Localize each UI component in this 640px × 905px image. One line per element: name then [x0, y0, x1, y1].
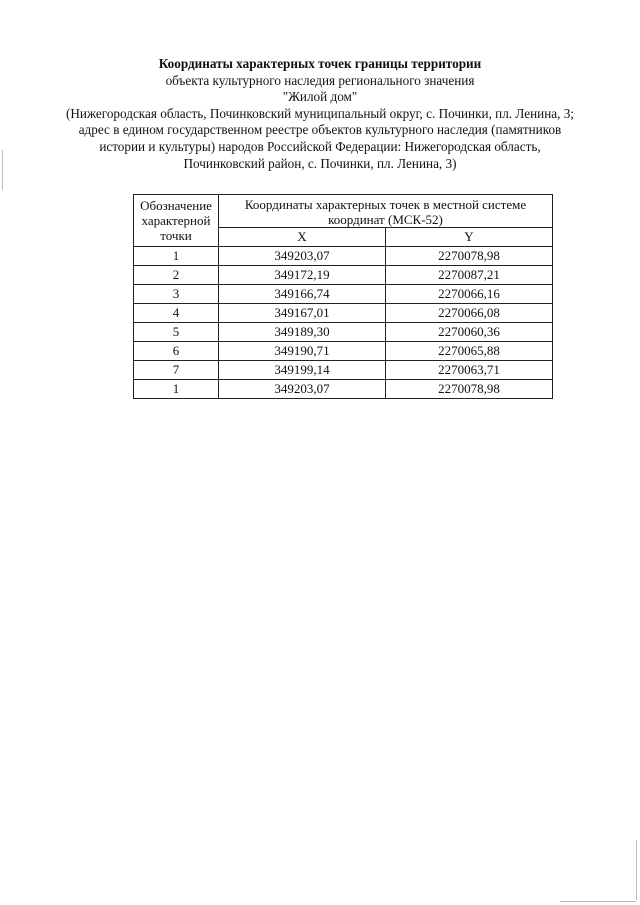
table-row: [134, 247, 553, 266]
scan-edge-mark: [560, 901, 636, 902]
y-coordinate: 2270078,98: [386, 247, 553, 266]
x-column-header: X: [219, 228, 386, 247]
y-coordinate: 2270066,16: [386, 285, 553, 304]
point-number: 7: [134, 361, 219, 380]
x-coordinate: 349190,71: [219, 342, 386, 361]
header-line-5: истории и культуры) народов Российской Федерации: Нижегородская область,: [99, 138, 541, 154]
group-header-line-2: координат (МСК-52): [328, 212, 443, 227]
designation-column-header: [134, 195, 219, 247]
y-coordinate: 2270066,08: [386, 304, 553, 323]
designation-header-line-1: Обозначение: [140, 198, 212, 213]
x-coordinate: 349172,19: [219, 266, 386, 285]
point-number: 1: [134, 380, 219, 399]
header-line-1: объекта культурного наследия регионального значения: [165, 72, 475, 88]
header-line-4: адрес в едином государственном реестре объектов культурного наследия (памятников: [78, 122, 562, 138]
header-line-3: (Нижегородская область, Починковский муниципальный округ, с. Починки, пл. Ленина, 3;: [66, 105, 574, 121]
y-coordinate: 2270063,71: [386, 361, 553, 380]
y-coordinate: 2270087,21: [386, 266, 553, 285]
header-line-2: "Жилой дом": [282, 89, 358, 105]
coordinates-group-header: [219, 195, 553, 228]
y-coordinate: 2270060,36: [386, 323, 553, 342]
scan-edge-mark: [636, 840, 637, 900]
header-line-6: Починковский район, с. Починки, пл. Ленина, 3): [183, 155, 457, 171]
designation-header-line-2: характерной: [141, 213, 211, 228]
x-coordinate: 349203,07: [219, 380, 386, 399]
point-number: 6: [134, 342, 219, 361]
point-number: 1: [134, 247, 219, 266]
table-row: [134, 266, 553, 285]
x-coordinate: 349199,14: [219, 361, 386, 380]
x-coordinate: 349166,74: [219, 285, 386, 304]
point-number: 3: [134, 285, 219, 304]
table-row: [134, 285, 553, 304]
x-coordinate: 349189,30: [219, 323, 386, 342]
table-row: [134, 380, 553, 399]
document-title: Координаты характерных точек границы территории: [158, 56, 482, 71]
table-row: [134, 342, 553, 361]
table-row: [134, 361, 553, 380]
coordinates-table: [133, 194, 553, 399]
document-header: [60, 56, 580, 172]
table-row: [134, 323, 553, 342]
point-number: 4: [134, 304, 219, 323]
y-coordinate: 2270065,88: [386, 342, 553, 361]
table-header-row: [134, 195, 553, 228]
point-number: 5: [134, 323, 219, 342]
designation-header-line-3: точки: [160, 228, 192, 243]
y-coordinate: 2270078,98: [386, 380, 553, 399]
scan-edge-mark: [2, 150, 3, 190]
x-coordinate: 349203,07: [219, 247, 386, 266]
x-coordinate: 349167,01: [219, 304, 386, 323]
point-number: 2: [134, 266, 219, 285]
y-column-header: Y: [386, 228, 553, 247]
table-row: [134, 304, 553, 323]
group-header-line-1: Координаты характерных точек в местной системе: [244, 197, 527, 212]
